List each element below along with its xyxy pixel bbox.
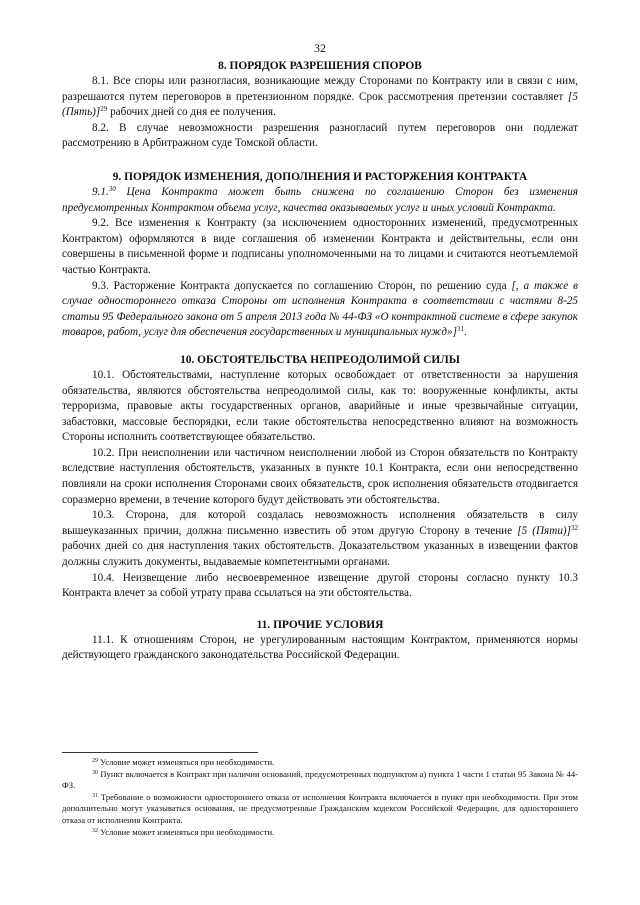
footnote-ref-32: 32: [571, 523, 578, 532]
footnote-divider: [62, 752, 258, 753]
section-8-title: 8. ПОРЯДОК РАЗРЕШЕНИЯ СПОРОВ: [218, 60, 422, 72]
section-10-title: 10. ОБСТОЯТЕЛЬСТВА НЕПРЕОДОЛИМОЙ СИЛЫ: [180, 353, 460, 366]
footnote-ref-30: 30: [108, 184, 116, 193]
clause-10-3: 10.3. Сторона, для которой создалась невозможность исполнения обязательств в силу вышеуказанных причин, должна письменно известить об этом другую Сторону в течение [5 (Пяти)]$^{32}$ рабочих дней со дня наступления таких обстоятельств. Доказательством указанных в извещении фактов должны служить документы, выдаваемые компетентными органами.: [62, 509, 578, 569]
footnote-29: $^{29}$ Условие может изменяться при необходимости.: [92, 757, 275, 767]
clause-10-2: 10.2. При неисполнении или частичном неисполнении любой из Сторон обязательств по Контракту вследствие наступления обстоятельств, указанных в пункте 10.1 Контракта, если они непосредственно повлияли на сроки исполнения Сторонами своих обязательств, срок исполнения обязательств отодвигается соразмерно времени, в течение которого будут действовать эти обстоятельства.: [62, 446, 578, 506]
clause-9-1: 9.1.30 Цена Контракта может быть снижена по соглашению Сторон без изменения предусмотренных Контрактом объема услуг, качества оказываемых услуг и иных условий Контракта.: [62, 184, 578, 214]
footnote-30: $^{30}$ Пункт включается в Контракт при наличии оснований, предусмотренных подпунктом а) пункта 1 части 1 статьи 95 Закона № 44-ФЗ.: [62, 768, 578, 791]
section-9-title: 9. ПОРЯДОК ИЗМЕНЕНИЯ, ДОПОЛНЕНИЯ И РАСТОРЖЕНИЯ КОНТРАКТА: [112, 170, 528, 183]
footnote-ref-29: 29: [100, 105, 108, 114]
section-11-title: 11. ПРОЧИЕ УСЛОВИЯ: [256, 618, 384, 631]
footnote-32: $^{32}$ Условие может изменяться при необходимости.: [92, 826, 275, 837]
clause-10-4: 10.4. Неизвещение либо несвоевременное извещение другой стороны согласно пункту 10.3 Контракта влечет за собой утрату права ссылаться на эти обстоятельства.: [62, 571, 578, 600]
page-content: [62, 58, 578, 664]
clause-9-3: 9.3. Расторжение Контракта допускается по соглашению Сторон, по решению суда [, а также в случае одностороннего отказа Стороны от исполнения Контракта в соответствии с частями 8-25 статьи 95 Федерального закона от 5 апреля 2013 года № 44-ФЗ «О контрактной системе в сфере закупок товаров, работ, услуг для обеспечения государственных и муниципальных нужд»]$^{31}$.: [62, 279, 578, 339]
clause-8-1: 8.1. Все споры или разногласия, возникающие между Сторонами по Контракту или в связи с ним, разрешаются путем переговоров в претензионном порядке. Срок рассмотрения претензии составляет [5 (Пять)]$^{29}$ рабочих дней со дня ее получения.: [62, 75, 578, 119]
clause-11-1: 11.1. К отношениям Сторон, не урегулированным настоящим Контрактом, применяются нормы действующего гражданского законодательства Российской Федерации.: [62, 633, 578, 662]
page-number: 32: [314, 41, 326, 55]
clause-10-1: 10.1. Обстоятельствами, наступление которых освобождает от ответственности за нарушения обязательства, являются обстоятельства непреодолимой силы, как то: вооруженные конфликты, акты терроризма, правовые акты государственных органов, аварийные и иные чрезвычайные ситуации, забастовки, массовые беспорядки, если такие обстоятельства непосредственно влияют на возможность Стороны исполнить соответствующее обязательство.: [62, 368, 578, 444]
footnotes: [62, 757, 578, 838]
clause-9-2: 9.2. Все изменения к Контракту (за исключением односторонних изменений, предусмотренных Контрактом) оформляются в виде соглашения об изменении Контракта и действительны, если они совершены в письменной форме и подписаны уполномоченными на то лицами и считаются неотъемлемой частью Контракта.: [62, 217, 578, 276]
footnote-ref-31: 31: [457, 325, 464, 334]
clause-8-2: 8.2. В случае невозможности разрешения разногласий путем переговоров они подлежат рассмотрению в Арбитражном суде Томской области.: [62, 121, 578, 150]
footnote-31: $^{31}$ Требование о возможности одностороннего отказа от исполнения Контракта включается в пункт при необходимости. При этом дополнительно могут указываться основания, не предусмотренные Гражданским кодексом Российской Федерации, для одностороннего отказа от исполнения Контракта.: [62, 791, 578, 825]
